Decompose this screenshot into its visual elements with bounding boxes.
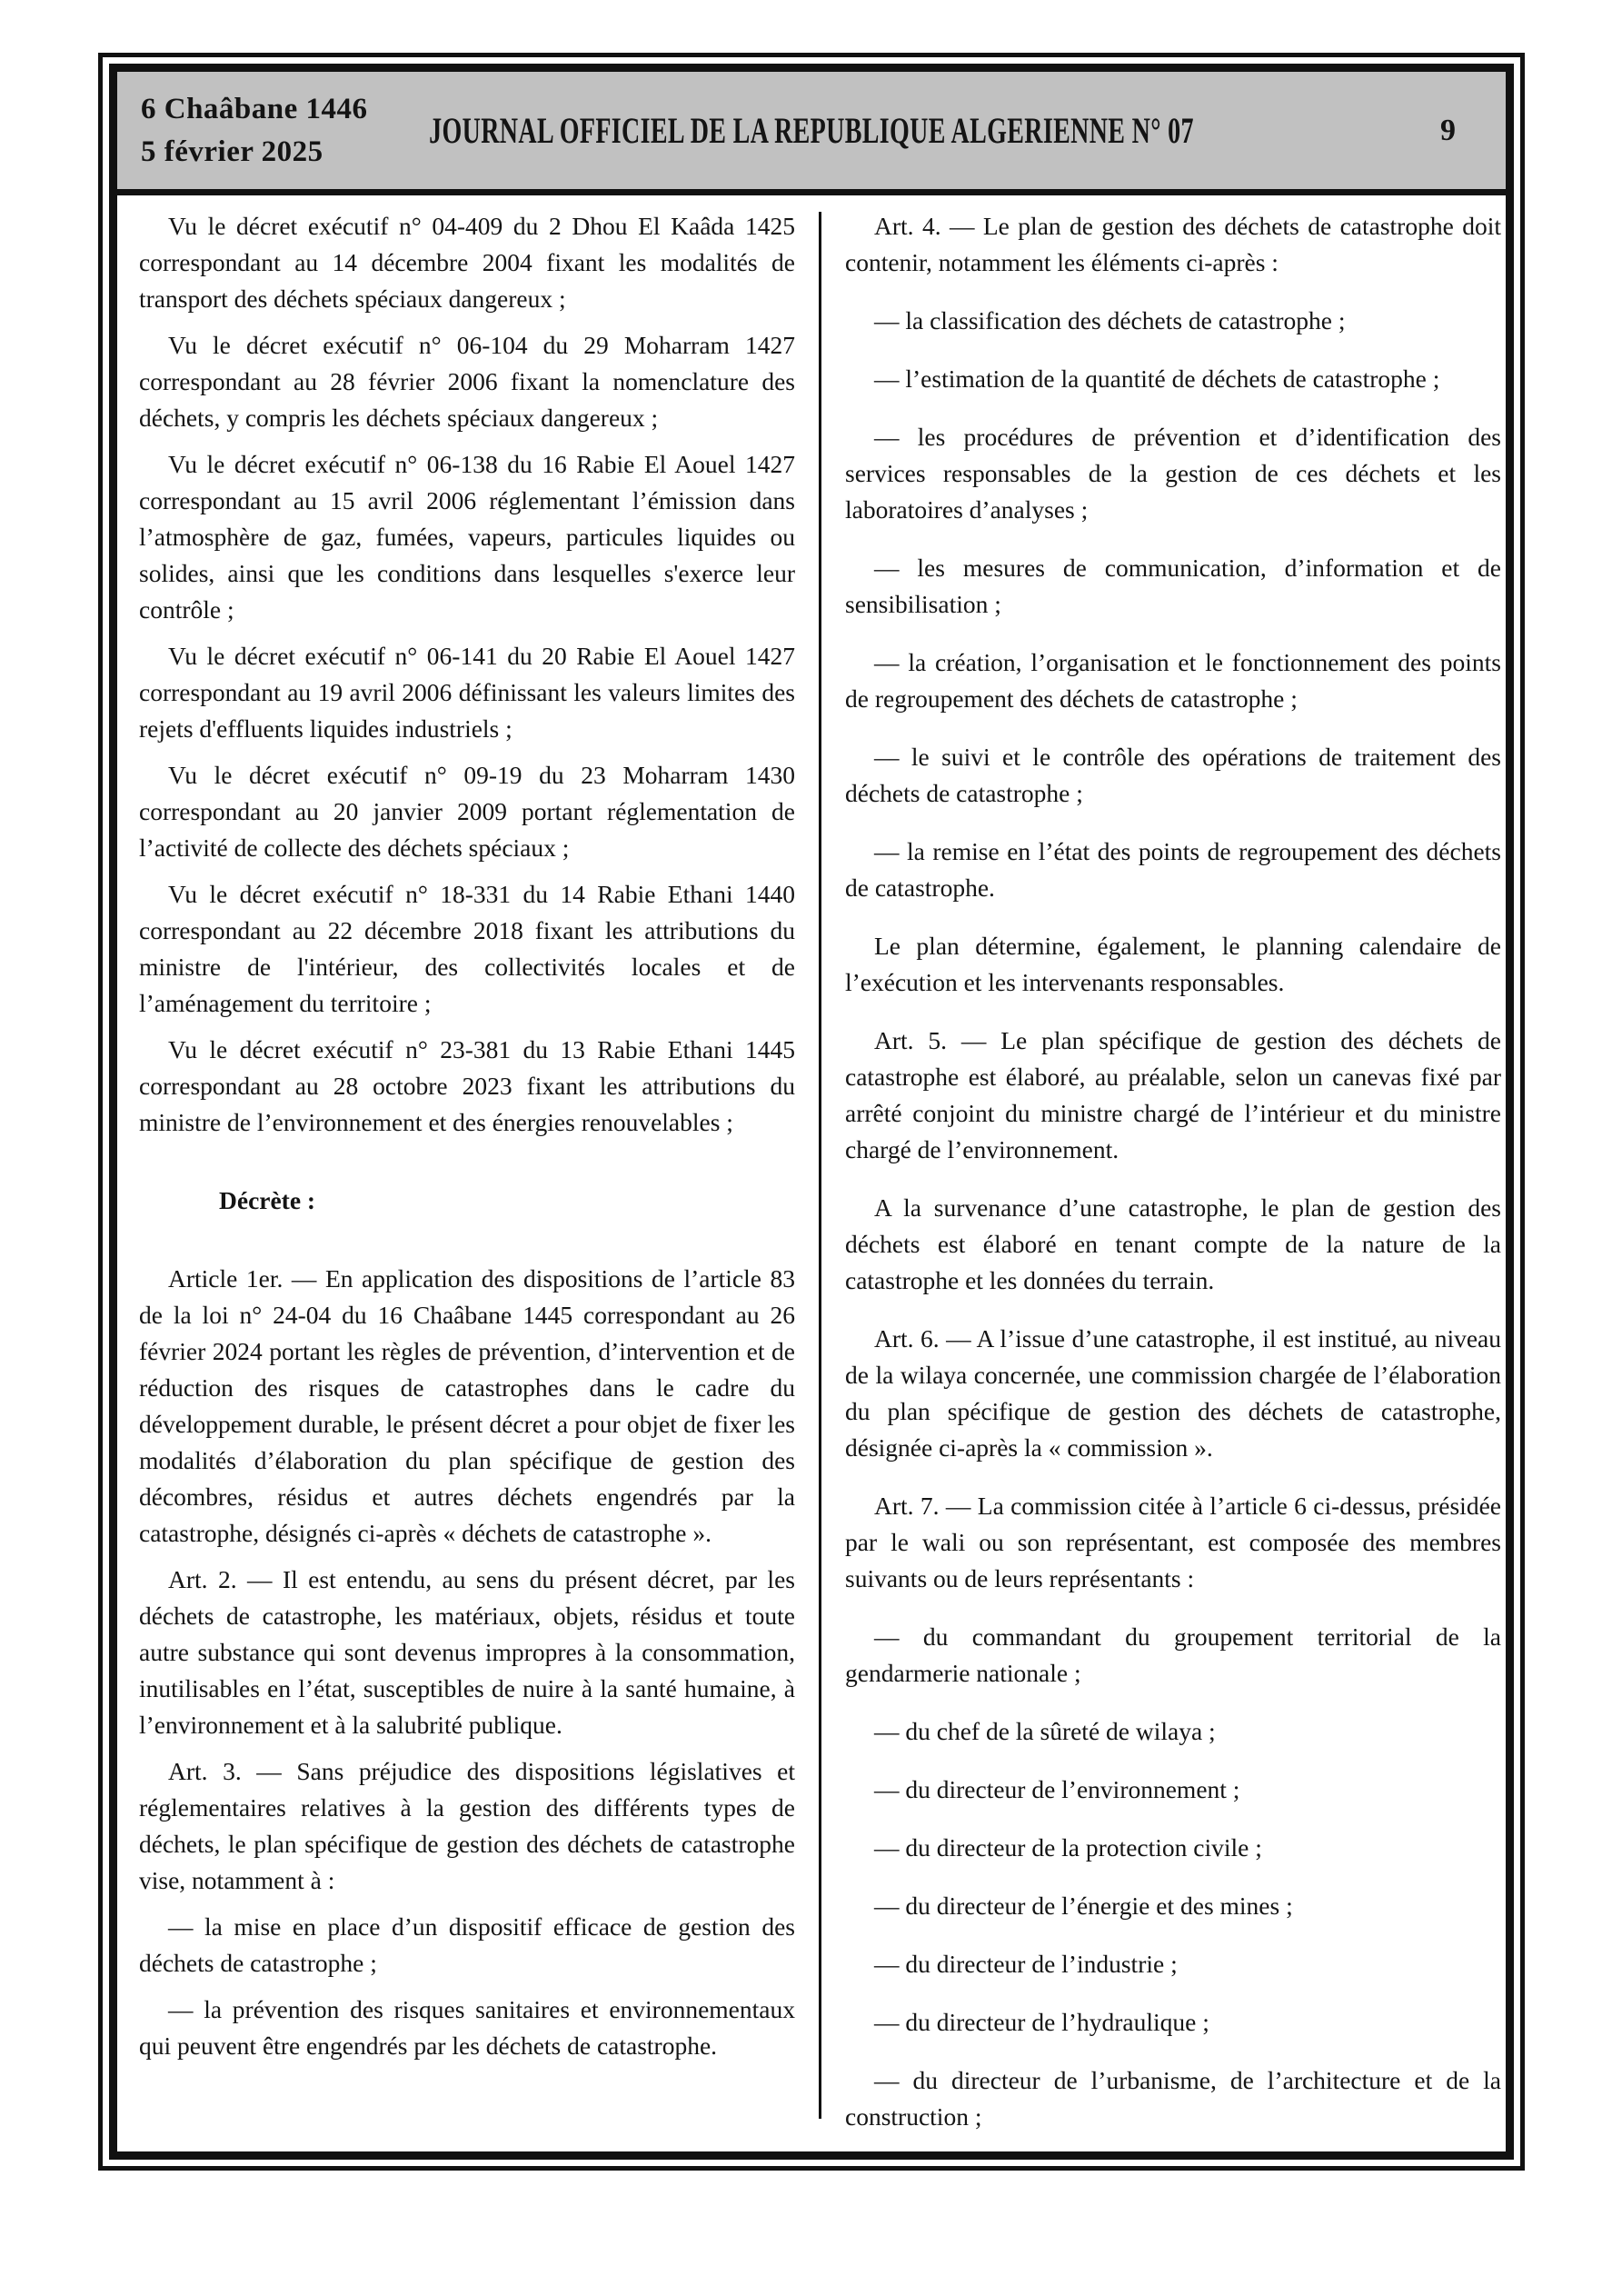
list-item: — la classification des déchets de catastrophe ; (874, 306, 1346, 334)
paragraph: Art. 6. — A l’issue d’une catastrophe, il est institué, au niveau de la wilaya concernée, une commission chargée de l’élaboration du plan spécifique de gestion des déchets de catastrophe, désignée ci-après la « commission ». (845, 1324, 1501, 1462)
paragraph: Vu le décret exécutif n° 06-104 du 29 Moharram 1427 correspondant au 28 février 2006 fixant la nomenclature des déchets, y compris les déchets spéciaux dangereux ; (139, 331, 795, 432)
list-item: — la remise en l’état des points de regroupement des déchets de catastrophe. (845, 837, 1501, 902)
paragraph: Vu le décret exécutif n° 09-19 du 23 Moharram 1430 correspondant au 20 janvier 2009 portant réglementation de l’activité de collecte des déchets spéciaux ; (139, 761, 795, 862)
list-item: — la création, l’organisation et le fonctionnement des points de regroupement des déchets de catastrophe ; (845, 648, 1501, 713)
paragraph: Vu le décret exécutif n° 23-381 du 13 Rabie Ethani 1445 correspondant au 28 octobre 2023 fixant les attributions du ministre de l’environnement et des énergies renouvelables ; (139, 1035, 795, 1136)
column-right (845, 208, 1501, 2151)
paragraph: Le plan détermine, également, le planning calendaire de l’exécution et les intervenants responsables. (845, 932, 1501, 996)
paragraph: Vu le décret exécutif n° 06-141 du 20 Rabie El Aouel 1427 correspondant au 19 avril 2006 définissant les valeurs limites des rejets d'effluents liquides industriels ; (139, 642, 795, 743)
list-item: — la mise en place d’un dispositif efficace de gestion des déchets de catastrophe ; (139, 1912, 795, 1977)
paragraph: A la survenance d’une catastrophe, le plan de gestion des déchets est élaboré en tenant compte de la nature de la catastrophe et les données du terrain. (845, 1193, 1501, 1294)
list-item: — l’estimation de la quantité de déchets de catastrophe ; (874, 364, 1440, 393)
list-item: — les procédures de prévention et d’identification des services responsables de la gestion de ces déchets et les laboratoires d’analyses ; (845, 423, 1501, 524)
date-hijri: 6 Chaâbane 1446 (141, 92, 368, 125)
list-item: — les mesures de communication, d’information et de sensibilisation ; (845, 554, 1501, 618)
list-item: — du directeur de l’énergie et des mines ; (874, 1892, 1293, 1920)
list-item: — du directeur de l’industrie ; (874, 1950, 1178, 1978)
paragraph: Vu le décret exécutif n° 18-331 du 14 Rabie Ethani 1440 correspondant au 22 décembre 2018 fixant les attributions du ministre de l'intérieur, des collectivités locales et de l’aménagement du territoire ; (139, 880, 795, 1017)
list-item: — du directeur de l’environnement ; (874, 1775, 1240, 1803)
list-item: — du chef de la sûreté de wilaya ; (874, 1717, 1216, 1745)
list-item: — du directeur de l’hydraulique ; (874, 2008, 1209, 2036)
paragraph: Art. 7. — La commission citée à l’article 6 ci-dessus, présidée par le wali ou son représentant, est composée des membres suivants ou de leurs représentants : (845, 1492, 1501, 1592)
paragraph: Art. 2. — Il est entendu, au sens du présent décret, par les déchets de catastrophe, les matériaux, objets, résidus et toute autre substance qui sont devenus impropres à la consommation, inutilisables en l’état, susceptibles de nuire à la santé humaine, à l’environnement et à la salubrité publique. (139, 1565, 795, 1739)
column-left (139, 208, 795, 2151)
list-item: — le suivi et le contrôle des opérations de traitement des déchets de catastrophe ; (845, 743, 1501, 807)
list-item: — la prévention des risques sanitaires et environnementaux qui peuvent être engendrés par les déchets de catastrophe. (139, 1995, 795, 2060)
date-gregorian: 5 février 2025 (141, 135, 323, 168)
list-item: — du commandant du groupement territorial de la gendarmerie nationale ; (845, 1622, 1501, 1687)
page-header (117, 72, 1506, 195)
page-body (117, 195, 1506, 2151)
paragraph: Vu le décret exécutif n° 04-409 du 2 Dhou El Kaâda 1425 correspondant au 14 décembre 2004 fixant les modalités de transport des déchets spéciaux dangereux ; (139, 212, 795, 313)
paragraph: Art. 5. — Le plan spécifique de gestion des déchets de catastrophe est élaboré, au préalable, selon un canevas fixé par arrêté conjoint du ministre chargé de l’intérieur et du ministre chargé de l’environnement. (845, 1026, 1501, 1163)
paragraph: Article 1er. — En application des dispositions de l’article 83 de la loi n° 24-04 du 16 Chaâbane 1445 correspondant au 26 février 2024 portant les règles de prévention, d’intervention et de réduction des risques de catastrophes dans le cadre du développement durable, le présent décret a pour objet de fixer les modalités d’élaboration du plan spécifique de gestion des décombres, résidus et autres déchets engendrés par la catastrophe, désignés ci-après « déchets de catastrophe ». (139, 1264, 795, 1547)
paragraph: Art. 3. — Sans préjudice des dispositions législatives et réglementaires relatives à la gestion des différents types de déchets, le plan spécifique de gestion des déchets de catastrophe vise, notamment à : (139, 1757, 795, 1894)
page-number: 9 (1440, 113, 1456, 147)
list-item: — du directeur de la protection civile ; (874, 1833, 1262, 1862)
page-frame-inner (109, 64, 1514, 2160)
paragraph: Art. 4. — Le plan de gestion des déchets de catastrophe doit contenir, notamment les éléments ci-après : (845, 212, 1501, 276)
paragraph: Vu le décret exécutif n° 06-138 du 16 Rabie El Aouel 1427 correspondant au 15 avril 2006 réglementant l’émission dans l’atmosphère de gaz, fumées, vapeurs, particules liquides ou solides, ainsi que les conditions dans lesquelles s'exerce leur contrôle ; (139, 450, 795, 624)
list-item: — du directeur de l’urbanisme, de l’architecture et de la construction ; (845, 2066, 1501, 2131)
decree-heading: Décrète : (219, 1186, 316, 1214)
column-divider-rule (819, 212, 821, 2119)
journal-title: JOURNAL OFFICIEL DE LA REPUBLIQUE ALGERIENNE N° 07 (429, 110, 1194, 151)
page-frame (98, 53, 1525, 2171)
